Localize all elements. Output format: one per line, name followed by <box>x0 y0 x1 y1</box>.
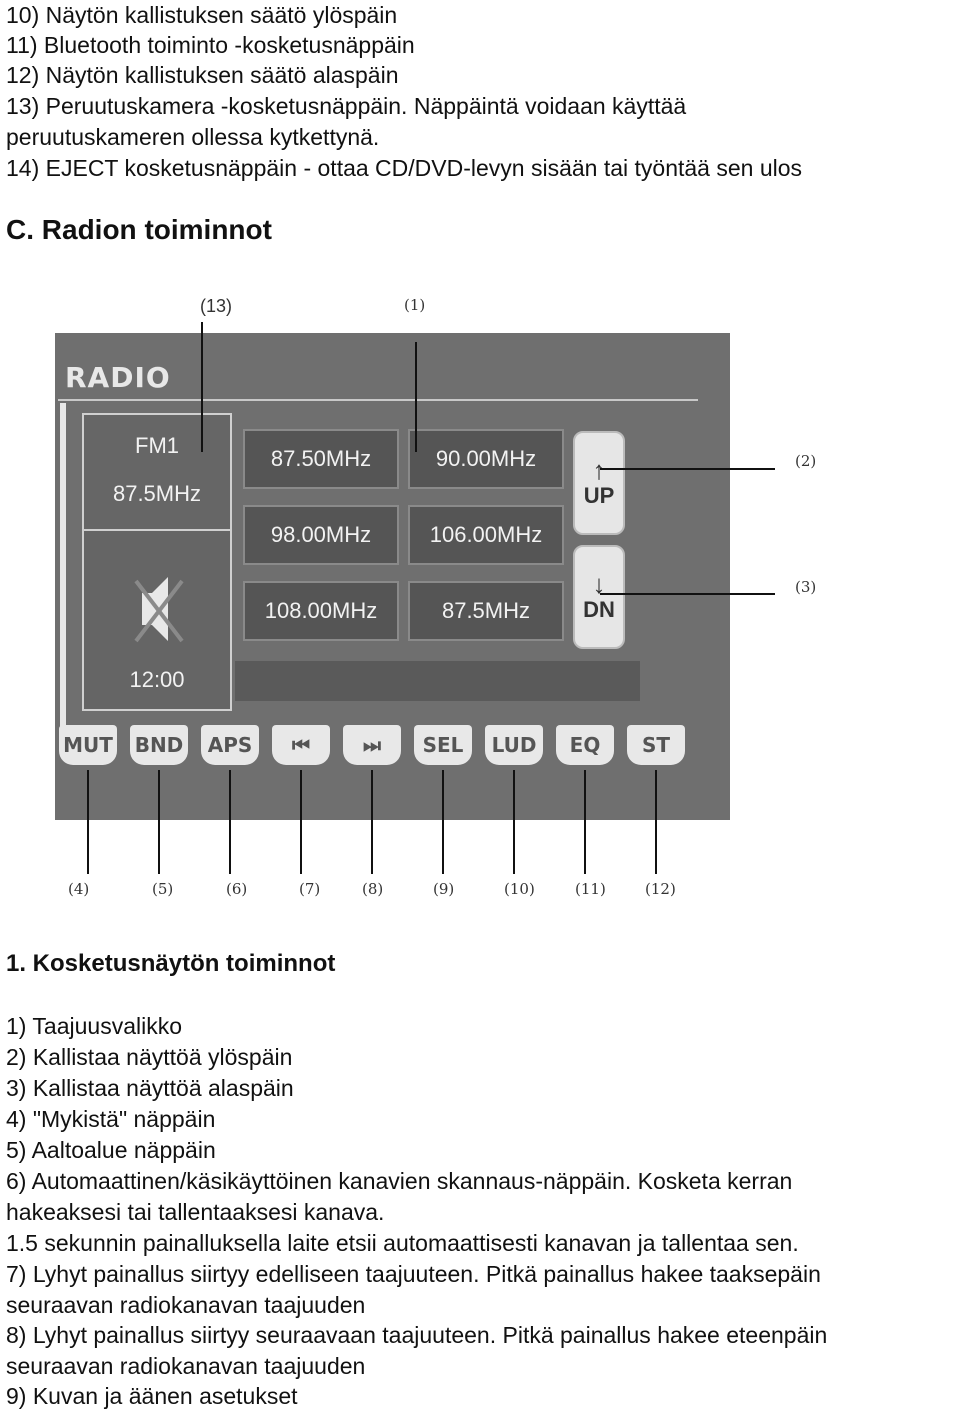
text-line: 10) Näytön kallistuksen säätö ylöspäin <box>6 2 398 28</box>
band-button[interactable]: BND <box>130 725 188 765</box>
callout-4: (4) <box>68 880 90 898</box>
loudness-button[interactable]: LUD <box>485 725 543 765</box>
mute-button[interactable]: MUT <box>59 725 117 765</box>
callout-13: (13) <box>200 296 233 316</box>
text-line: peruutuskameren ollessa kytkettynä. <box>6 124 380 150</box>
preset-button[interactable]: 106.00MHz <box>408 505 564 565</box>
text-line: hakeaksesi tai tallentaaksesi kanava. <box>6 1199 385 1225</box>
band-label: FM1 <box>135 433 179 458</box>
text-line: seuraavan radiokanavan taajuuden <box>6 1292 366 1318</box>
preset-button[interactable]: 87.5MHz <box>408 581 564 641</box>
arrow-up-icon: ↑ <box>592 455 606 485</box>
callout-3: (3) <box>795 578 817 596</box>
callout-1: (1) <box>404 296 426 314</box>
callout-7: (7) <box>299 880 321 898</box>
text-line: 7) Lyhyt painallus siirtyy edelliseen taajuuteen. Pitkä painallus hakee taaksepäin <box>6 1261 821 1287</box>
callout-5: (5) <box>152 880 174 898</box>
eq-button[interactable]: EQ <box>556 725 614 765</box>
clock: 12:00 <box>129 667 185 692</box>
text-line: 5) Aaltoalue näppäin <box>6 1137 216 1163</box>
current-frequency: 87.5MHz <box>112 481 202 506</box>
text-line: seuraavan radiokanavan taajuuden <box>6 1353 366 1379</box>
aps-button[interactable]: APS <box>201 725 259 765</box>
up-label: UP <box>583 483 615 508</box>
select-button[interactable]: SEL <box>414 725 472 765</box>
text-line: 1.5 sekunnin painalluksella laite etsii automaattisesti kanavan ja tallentaa sen. <box>6 1230 799 1256</box>
section-title: C. Radion toiminnot <box>6 214 272 245</box>
text-line: 12) Näytön kallistuksen säätö alaspäin <box>6 62 399 88</box>
subsection-title: 1. Kosketusnäytön toiminnot <box>6 950 336 977</box>
preset-button[interactable]: 87.50MHz <box>243 429 399 489</box>
callout-2: (2) <box>795 452 817 470</box>
next-button[interactable]: ⏭ <box>343 725 401 765</box>
preset-button[interactable]: 98.00MHz <box>243 505 399 565</box>
text-line: 9) Kuvan ja äänen asetukset <box>6 1383 298 1409</box>
down-label: DN <box>583 597 615 622</box>
text-line: 11) Bluetooth toiminto -kosketusnäppäin <box>6 32 415 58</box>
callout-10: (10) <box>504 880 535 898</box>
preset-button[interactable]: 108.00MHz <box>243 581 399 641</box>
text-line: 1) Taajuusvalikko <box>6 1013 183 1039</box>
text-line: 3) Kallistaa näyttöä alaspäin <box>6 1075 294 1101</box>
text-line: 6) Automaattinen/käsikäyttöinen kanavien skannaus-näppäin. Kosketa kerran <box>6 1168 793 1194</box>
callout-6: (6) <box>226 880 248 898</box>
text-line: 13) Peruutuskamera -kosketusnäppäin. Näppäintä voidaan käyttää <box>6 93 687 119</box>
preset-button[interactable]: 90.00MHz <box>408 429 564 489</box>
text-line: 14) EJECT kosketusnäppäin - ottaa CD/DVD-levyn sisään tai työntää sen ulos <box>6 155 803 181</box>
previous-button[interactable]: ⏮ <box>272 725 330 765</box>
text-line: 4) "Mykistä" näppäin <box>6 1106 216 1132</box>
callout-12: (12) <box>645 880 676 898</box>
text-line: 8) Lyhyt painallus siirtyy seuraavaan taajuuteen. Pitkä painallus hakee eteenpäin <box>6 1322 828 1348</box>
stereo-button[interactable]: ST <box>627 725 685 765</box>
callout-11: (11) <box>575 880 606 898</box>
callout-8: (8) <box>362 880 384 898</box>
radio-title: RADIO <box>65 361 171 394</box>
text-line: 2) Kallistaa näyttöä ylöspäin <box>6 1044 293 1070</box>
callout-9: (9) <box>433 880 455 898</box>
arrow-down-icon: ↓ <box>592 569 606 599</box>
